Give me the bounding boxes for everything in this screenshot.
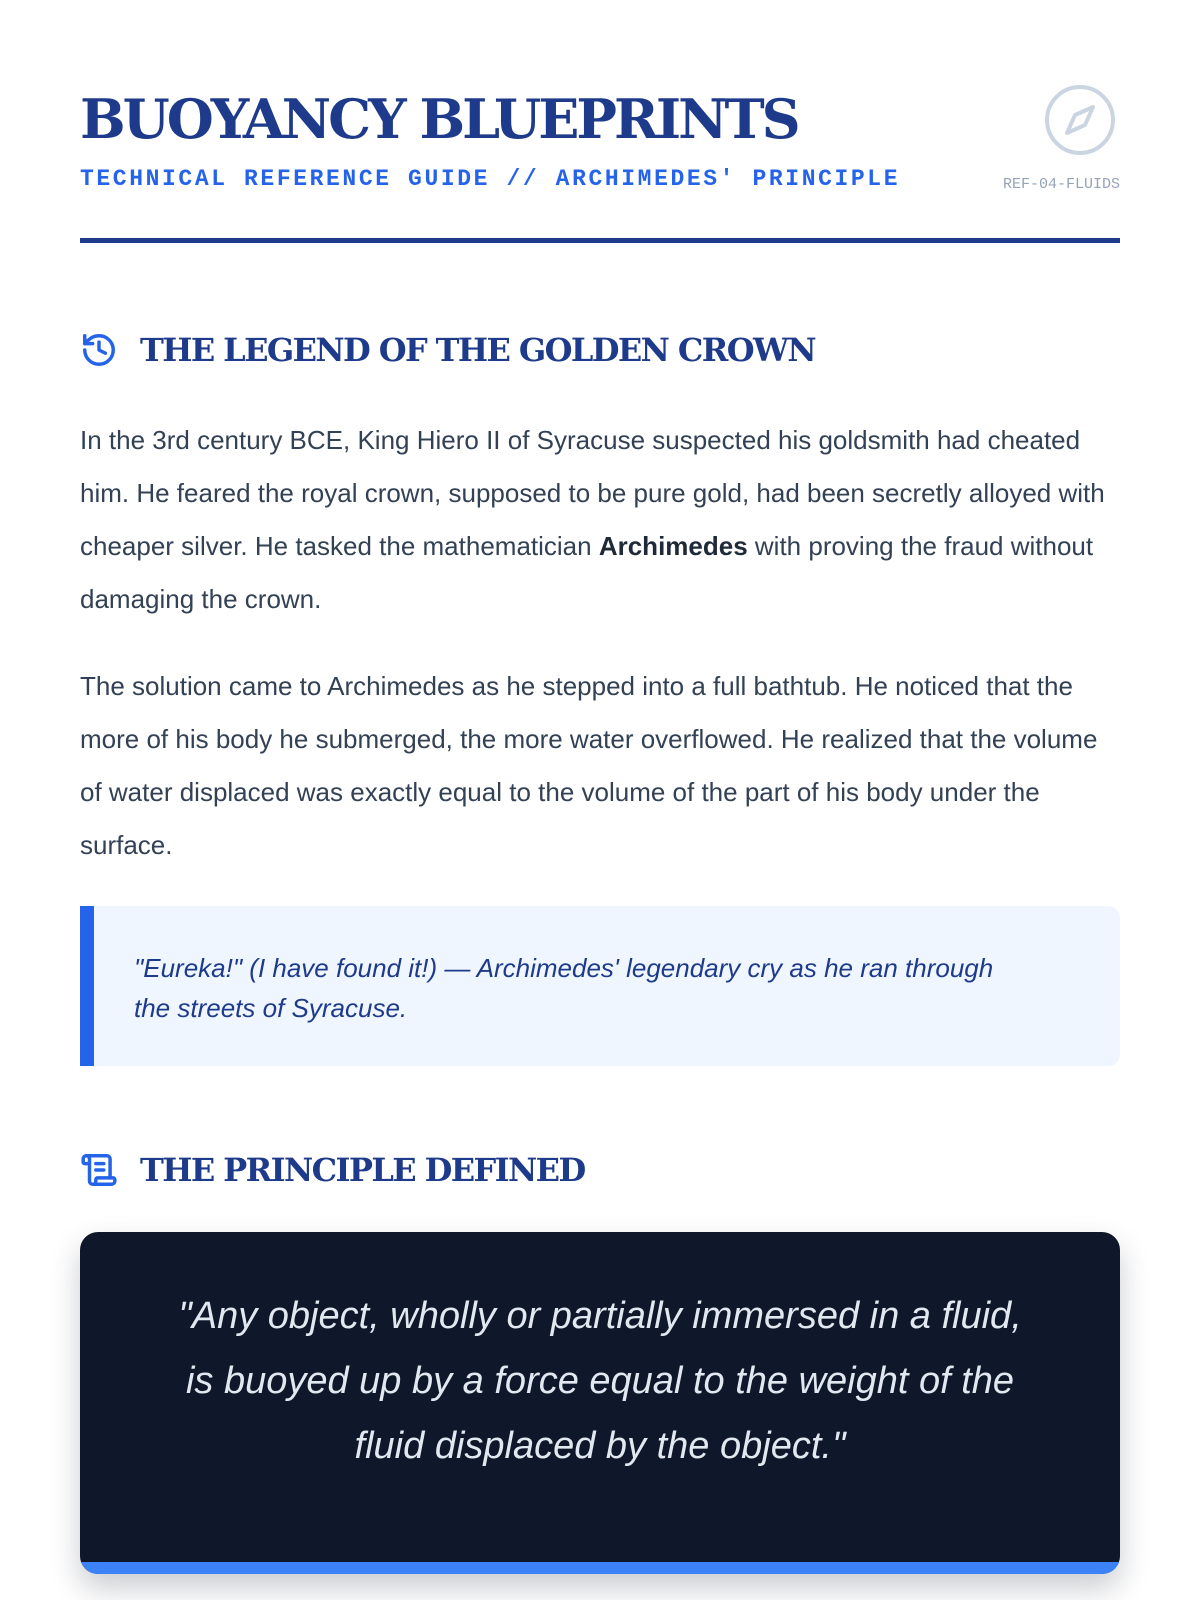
page-title: BUOYANCY BLUEPRINTS	[80, 87, 798, 151]
principle-card	[80, 1232, 1120, 1574]
history-icon	[80, 331, 118, 369]
eureka-quote: "Eureka!" (I have found it!) — Archimedes' legendary cry as he ran through the streets of Syracuse.	[134, 953, 994, 1023]
scroll-icon	[80, 1151, 118, 1189]
legend-section-header	[80, 328, 815, 372]
legend-paragraph-1-end: with proving the fraud without damaging the crown.	[80, 531, 1094, 614]
compass-icon	[1044, 84, 1116, 156]
reference-code: REF-04-FLUIDS	[1002, 176, 1120, 193]
legend-paragraph-2: The solution came to Archimedes as he stepped into a full bathtub. He noticed that the more of his body he submerged, the more water overflowed. He realized that the volume of water displaced was exactly equal to the volume of the part of his body under the surface.	[80, 671, 1098, 860]
legend-paragraph-1	[80, 414, 1120, 626]
principle-heading: THE PRINCIPLE DEFINED	[140, 1151, 585, 1189]
principle-statement: "Any object, wholly or partially immersed in a fluid, is buoyed up by a force equal to the weight of the fluid displaced by the object."	[178, 1295, 1022, 1467]
legend-paragraph-1-start: In the 3rd century BCE, King Hiero II of Syracuse suspected his goldsmith had cheated him. He feared the royal crown, supposed to be pure gold, had been secretly alloyed with cheaper silver. He tasked the mathematician	[80, 425, 1105, 561]
header-divider	[80, 238, 1120, 243]
eureka-callout	[80, 906, 1120, 1066]
page-subtitle: TECHNICAL REFERENCE GUIDE // ARCHIMEDES' PRINCIPLE	[80, 166, 901, 192]
legend-heading: THE LEGEND OF THE GOLDEN CROWN	[140, 331, 816, 369]
principle-card-accent-bar	[80, 1562, 1120, 1574]
archimedes-name: Archimedes	[598, 531, 748, 561]
principle-section-header	[80, 1148, 585, 1192]
